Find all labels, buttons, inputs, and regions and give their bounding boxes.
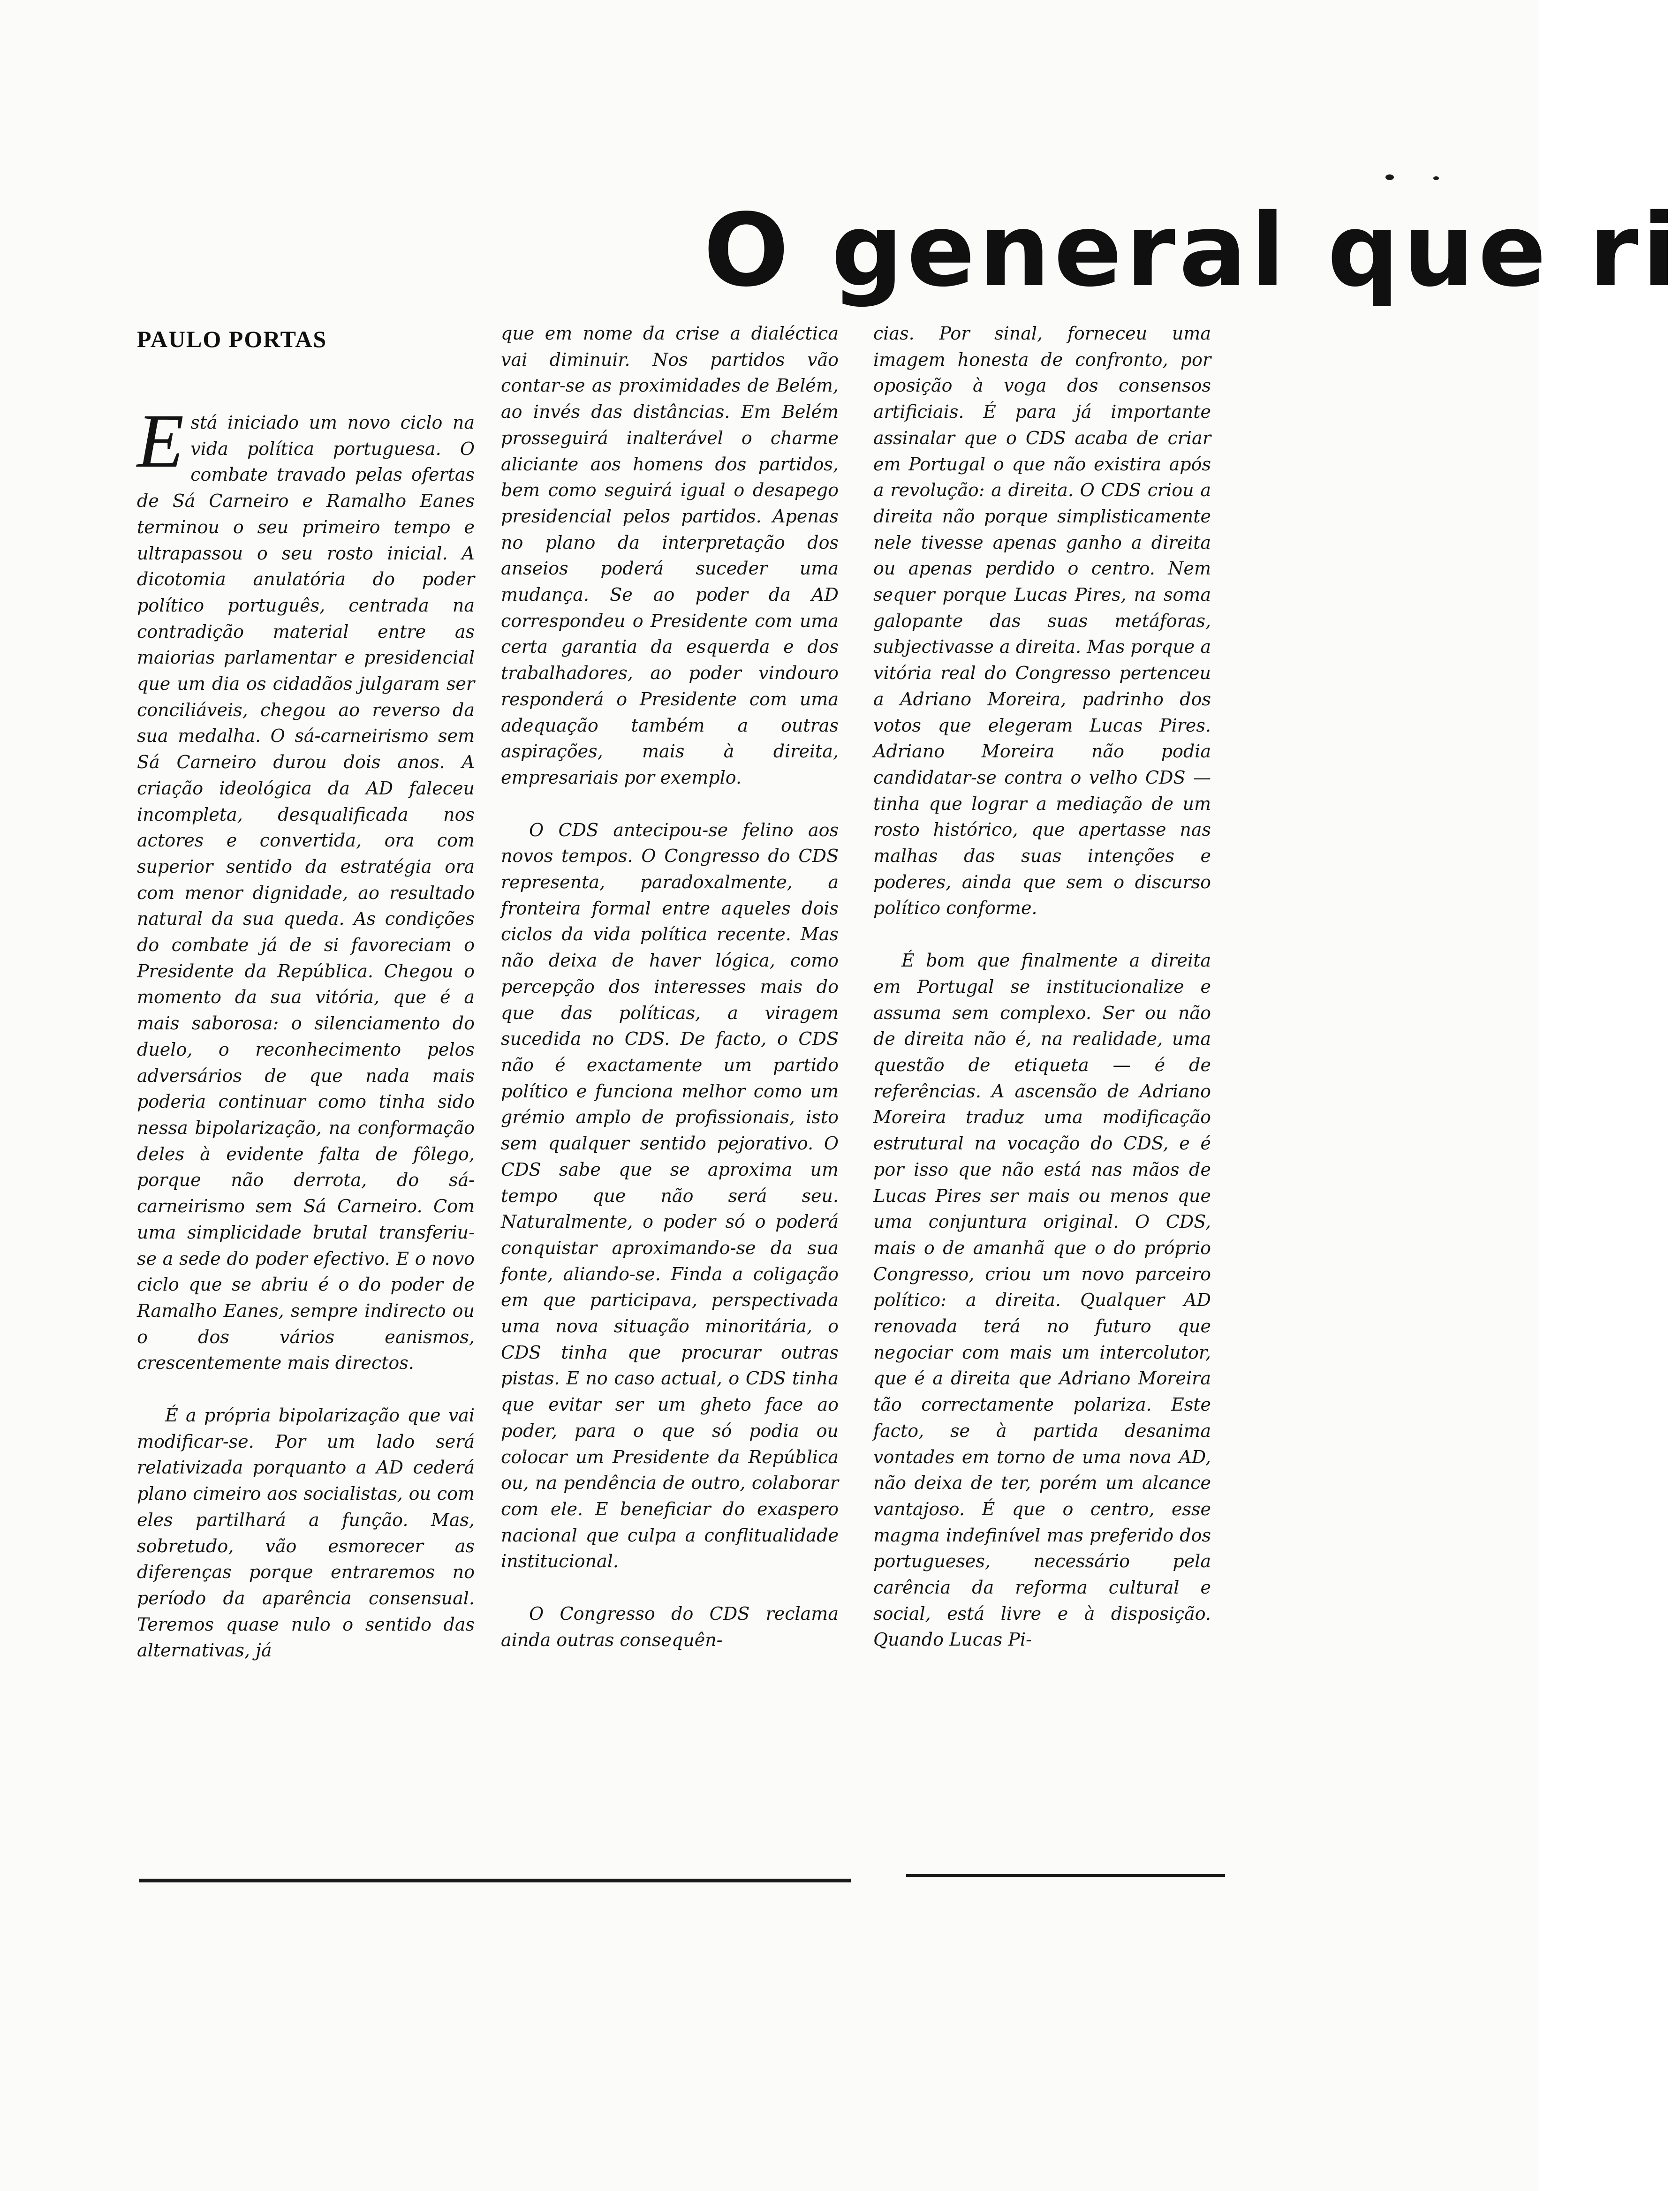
drop-cap: E: [137, 399, 184, 484]
print-speck: [1433, 176, 1439, 180]
bottom-rule-short: [906, 1874, 1225, 1877]
paragraph: [137, 399, 475, 1376]
paragraph: É bom que finalmente a direita em Portugal se institucionalize e assuma sem complexo. Ser ou não de direita não é, na realidade, uma questão de etiqueta — é de referências. A ascensão de Adriano Moreira traduz uma modificação estrutural na vocação do CDS, e é por isso que não está nas mãos de Lucas Pires ser mais ou menos que uma conjuntura original. O CDS, mais o de amanhã que o do próprio Congresso, criou um novo parceiro político: a direita. Qualquer AD renovada terá no futuro que negociar com mais um intercolutor, que é a direita que Adriano Moreira tão correctamente polariza. Este facto, se à partida desanima vontades em torno de uma nova AD, não deixa de ter, porém um alcance vantajoso. É que o centro, esse magma indefinível mas preferido dos portugueses, necessário pela carência da reforma cultural e social, está livre e à disposição. Quando Lucas Pi-: [873, 950, 1211, 1650]
article-headline: O general que ri: [704, 192, 1680, 309]
byline: PAULO PORTAS: [137, 326, 327, 352]
paragraph: cias. Por sinal, forneceu uma imagem honesta de confronto, por oposição à voga dos consensos artificiais. É para já importante assinalar que o CDS acaba de criar em Portugal o que não existira após a revolução: a direita. O CDS criou a direita não porque simplisticamente nele tivesse apenas ganho a direita ou apenas perdido o centro. Nem sequer porque Lucas Pires, na soma galopante das suas metáforas, subjectivasse a direita. Mas porque a vitória real do Congresso pertenceu a Adriano Moreira, padrinho dos votos que elegeram Lucas Pires. Adriano Moreira não podia candidatar-se contra o velho CDS — tinha que lograr a mediação de um rosto histórico, que apertasse nas malhas das suas intenções e poderes, ainda que sem o discurso político conforme.: [873, 323, 1211, 919]
paragraph: O Congresso do CDS reclama ainda outras consequên-: [501, 1603, 839, 1650]
print-speck: [1385, 174, 1394, 180]
paragraph: que em nome da crise a dialéctica vai diminuir. Nos partidos vão contar-se as proximidades de Belém, ao invés das distâncias. Em Belém prosseguirá inalterável o charme aliciante aos homens dos partidos, bem como seguirá igual o desapego presidencial pelos partidos. Apenas no plano da interpretação dos anseios poderá suceder uma mudança. Se ao poder da AD correspondeu o Presidente com uma certa garantia da esquerda e dos trabalhadores, ao poder vindouro responderá o Presidente com uma adequação também a outras aspirações, mais à direita, empresariais por exemplo.: [501, 323, 839, 788]
bottom-rule-long: [139, 1879, 851, 1882]
column-3: [873, 321, 1211, 1653]
paragraph: O CDS antecipou-se felino aos novos tempos. O Congresso do CDS representa, paradoxalmente, a fronteira formal entre aqueles dois ciclos da vida política recente. Mas não deixa de haver lógica, como percepção dos interesses mais do que das políticas, a viragem sucedida no CDS. De facto, o CDS não é exactamente um partido político e funciona melhor como um grémio amplo de profissionais, isto sem qualquer sentido pejorativo. O CDS sabe que se aproxima um tempo que não será seu. Naturalmente, o poder só o poderá conquistar aproximando-se da sua fonte, aliando-se. Finda a coligação em que participava, perspectivada uma nova situação minoritária, o CDS tinha que procurar outras pistas. E no caso actual, o CDS tinha que evitar ser um gheto face ao poder, para o que só podia ou colocar um Presidente da República ou, na pendência de outro, colaborar com ele. E beneficiar do exaspero nacional que culpa a conflitualidade institucional.: [501, 819, 839, 1572]
column-1: [137, 399, 475, 1664]
paragraph: É a própria bipolarização que vai modificar-se. Por um lado será relativizada porquanto a AD cederá plano cimeiro aos socialistas, ou com eles partilhará a função. Mas, sobretudo, vão esmorecer as diferenças porque entraremos no período da aparência consensual. Teremos quase nulo o sentido das alternativas, já: [137, 1405, 475, 1661]
column-2: [501, 321, 839, 1653]
paragraph-text: stá iniciado um novo ciclo na vida política portuguesa. O combate travado pelas ofertas de Sá Carneiro e Ramalho Eanes terminou o seu primeiro tempo e ultrapassou o seu rosto inicial. A dicotomia anulatória do poder político português, centrada na contradição material entre as maiorias parlamentar e presidencial que um dia os cidadãos julgaram ser conciliáveis, chegou ao reverso da sua medalha. O sá-carneirismo sem Sá Carneiro durou dois anos. A criação ideológica da AD faleceu incompleta, desqualificada nos actores e convertida, ora com superior sentido da estratégia ora com menor dignidade, ao resultado natural da sua queda. As condições do combate já de si favoreciam o Presidente da República. Chegou o momento da sua vitória, que é a mais saborosa: o silenciamento do duelo, o reconhecimento pelos adversários de que nada mais poderia continuar como tinha sido nessa bipolarização, na conformação deles à evidente falta de fôlego, porque não derrota, do sá-carneirismo sem Sá Carneiro. Com uma simplicidade brutal transferiu-se a sede do poder efectivo. E o novo ciclo que se abriu é o do poder de Ramalho Eanes, sempre indirecto ou o dos vários eanismos, crescentemente mais directos.: [137, 412, 475, 1374]
